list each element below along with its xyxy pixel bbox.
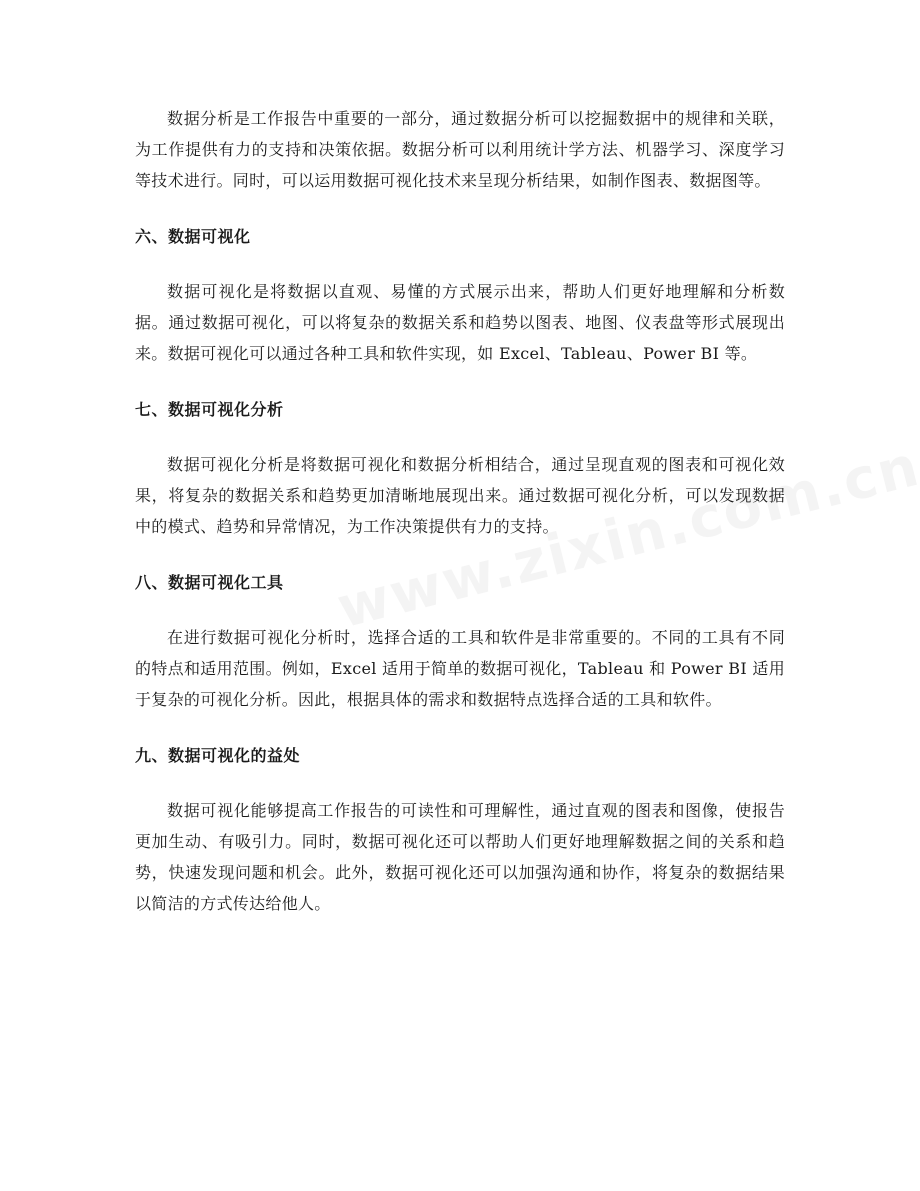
intro-paragraph: 数据分析是工作报告中重要的一部分，通过数据分析可以挖掘数据中的规律和关联，为工作提供有力的支持和决策依据。数据分析可以利用统计学方法、机器学习、深度学习等技术进行。同时，可以运用数据可视化技术来呈现分析结果，如制作图表、数据图等。 bbox=[135, 109, 785, 190]
section-paragraph-8: 在进行数据可视化分析时，选择合适的工具和软件是非常重要的。不同的工具有不同的特点和适用范围。例如，Excel 适用于简单的数据可视化，Tableau 和 Power BI 适用于复杂的可视化分析。因此，根据具体的需求和数据特点选择合适的工具和软件。 bbox=[135, 628, 785, 709]
document-body bbox=[135, 103, 785, 919]
section-heading-8: 八、数据可视化工具 bbox=[135, 573, 284, 592]
section-heading-7: 七、数据可视化分析 bbox=[135, 400, 284, 419]
section-heading-6: 六、数据可视化 bbox=[135, 227, 251, 246]
section-paragraph-7: 数据可视化分析是将数据可视化和数据分析相结合，通过呈现直观的图表和可视化效果，将复杂的数据关系和趋势更加清晰地展现出来。通过数据可视化分析，可以发现数据中的模式、趋势和异常情况，为工作决策提供有力的支持。 bbox=[135, 455, 785, 536]
section-heading-9: 九、数据可视化的益处 bbox=[135, 746, 301, 765]
section-paragraph-9: 数据可视化能够提高工作报告的可读性和可理解性，通过直观的图表和图像，使报告更加生动、有吸引力。同时，数据可视化还可以帮助人们更好地理解数据之间的关系和趋势，快速发现问题和机会。此外，数据可视化还可以加强沟通和协作，将复杂的数据结果以简洁的方式传达给他人。 bbox=[135, 801, 785, 913]
section-paragraph-6: 数据可视化是将数据以直观、易懂的方式展示出来，帮助人们更好地理解和分析数据。通过数据可视化，可以将复杂的数据关系和趋势以图表、地图、仪表盘等形式展现出来。数据可视化可以通过各种工具和软件实现，如 Excel、Tableau、Power BI 等。 bbox=[135, 282, 785, 363]
